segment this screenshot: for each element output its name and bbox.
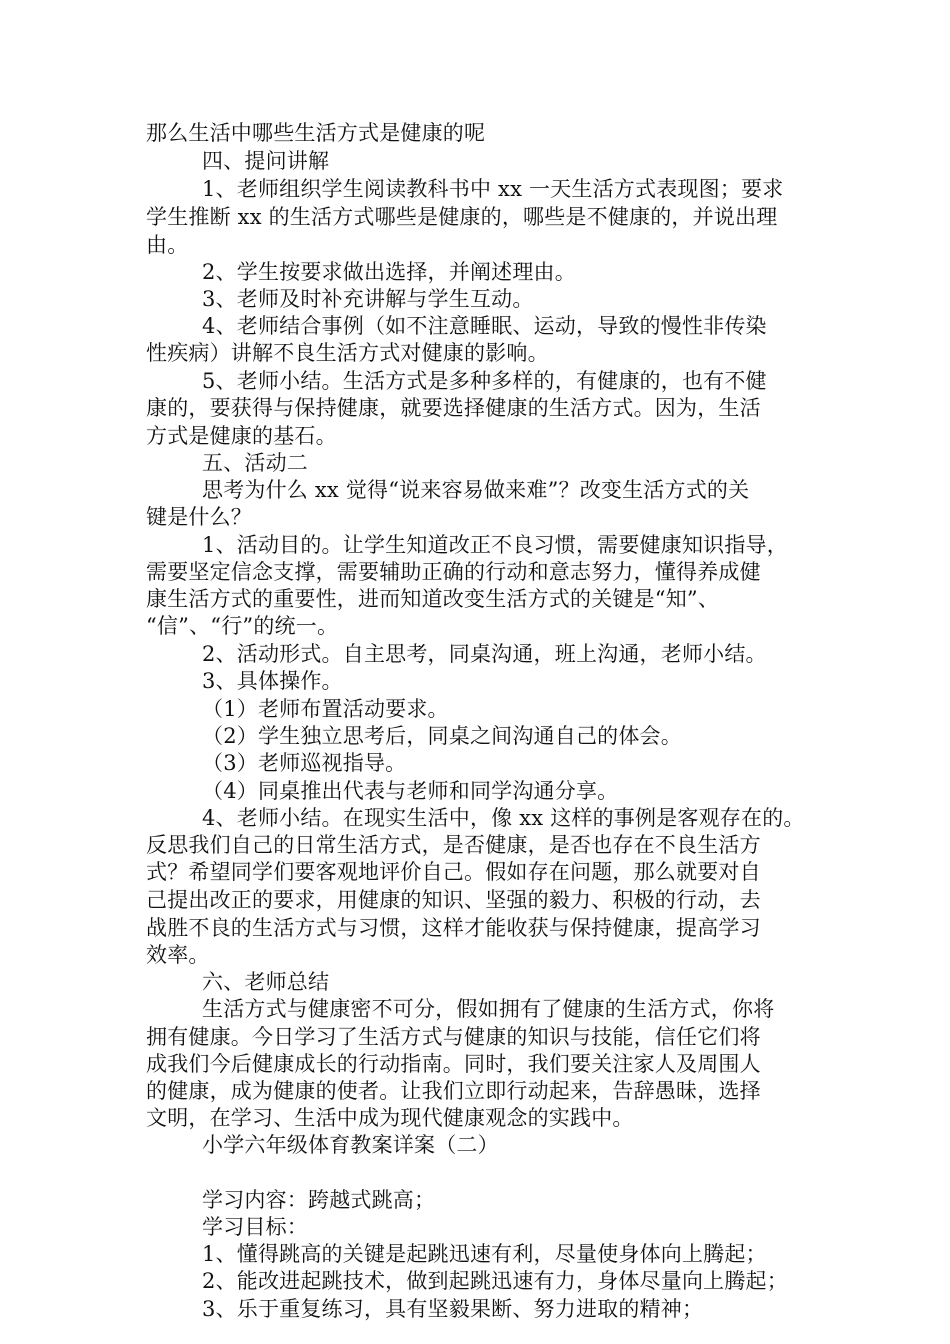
body-line: 效率。 [146, 943, 210, 967]
body-line: 1、活动目的。让学生知道改正不良习惯，需要健康知识指导， [202, 533, 788, 557]
document-subtitle: 小学六年级体育教案详案（二） [202, 1133, 499, 1157]
body-line: 的健康，成为健康的使者。让我们立即行动起来，告辞愚昧，选择 [146, 1079, 761, 1103]
body-line: 3、老师及时补充讲解与学生互动。 [202, 287, 534, 311]
body-line: 键是什么？ [146, 505, 252, 529]
body-line: 2、能改进起跳技术，做到起跳迅速有力，身体尽量向上腾起； [202, 1269, 788, 1293]
body-line: 文明，在学习、生活中成为现代健康观念的实践中。 [146, 1106, 634, 1130]
body-line: 方式是健康的基石。 [146, 424, 337, 448]
body-line: 思考为什么 xx 觉得“说来容易做来难”？改变生活方式的关 [202, 478, 750, 502]
body-line: 康的，要获得与保持健康，就要选择健康的生活方式。因为，生活 [146, 396, 761, 420]
body-line: 反思我们自己的日常生活方式，是否健康，是否也存在不良生活方 [146, 833, 761, 857]
body-line: 需要坚定信念支撑，需要辅助正确的行动和意志努力，懂得养成健 [146, 560, 761, 584]
body-line: （1）老师布置活动要求。 [202, 697, 449, 721]
body-line: 生活方式与健康密不可分，假如拥有了健康的生活方式，你将 [202, 997, 775, 1021]
body-line: 战胜不良的生活方式与习惯，这样才能收获与保持健康，提高学习 [146, 916, 761, 940]
section-heading: 六、老师总结 [202, 970, 330, 994]
body-line: 康生活方式的重要性，进而知道改变生活方式的关键是“知”、 [146, 587, 720, 611]
body-line: 2、学生按要求做出选择，并阐述理由。 [202, 260, 576, 284]
body-line: 4、老师小结。在现实生活中，像 xx 这样的事例是客观存在的。 [202, 806, 805, 830]
body-line: 3、具体操作。 [202, 669, 343, 693]
body-line: 学习目标： [202, 1215, 308, 1239]
body-line: 那么生活中哪些生活方式是健康的呢 [146, 121, 486, 145]
body-line: 2、活动形式。自主思考，同桌沟通，班上沟通，老师小结。 [202, 642, 767, 666]
body-line: 成我们今后健康成长的行动指南。同时，我们要关注家人及周围人 [146, 1052, 761, 1076]
body-line: 1、老师组织学生阅读教科书中 xx 一天生活方式表现图；要求 [202, 177, 784, 201]
body-line: 由。 [146, 233, 189, 257]
body-line: （4）同桌推出代表与老师和同学沟通分享。 [202, 779, 619, 803]
section-heading: 五、活动二 [202, 451, 308, 475]
body-line: 性疾病）讲解不良生活方式对健康的影响。 [146, 341, 549, 365]
body-line: 5、老师小结。生活方式是多种多样的，有健康的，也有不健 [202, 369, 767, 393]
section-heading: 四、提问讲解 [202, 149, 330, 173]
body-line: （3）老师巡视指导。 [202, 751, 407, 775]
body-line: 4、老师结合事例（如不注意睡眠、运动，导致的慢性非传染 [202, 314, 767, 338]
body-line: 学生推断 xx 的生活方式哪些是健康的，哪些是不健康的，并说出理 [146, 205, 778, 229]
body-line: “信”、“行”的统一。 [146, 614, 339, 638]
body-line: 式？希望同学们要客观地评价自己。假如存在问题，那么就要对自 [146, 860, 761, 884]
body-line: 己提出改正的要求，用健康的知识、坚强的毅力、积极的行动，去 [146, 888, 761, 912]
body-line: 拥有健康。今日学习了生活方式与健康的知识与技能，信任它们将 [146, 1025, 761, 1049]
body-line: 3、乐于重复练习，具有坚毅果断、努力进取的精神； [202, 1297, 704, 1321]
body-line: 1、懂得跳高的关键是起跳迅速有利，尽量使身体向上腾起； [202, 1242, 767, 1266]
body-line: 学习内容：跨越式跳高； [202, 1188, 436, 1212]
body-line: （2）学生独立思考后，同桌之间沟通自己的体会。 [202, 724, 682, 748]
